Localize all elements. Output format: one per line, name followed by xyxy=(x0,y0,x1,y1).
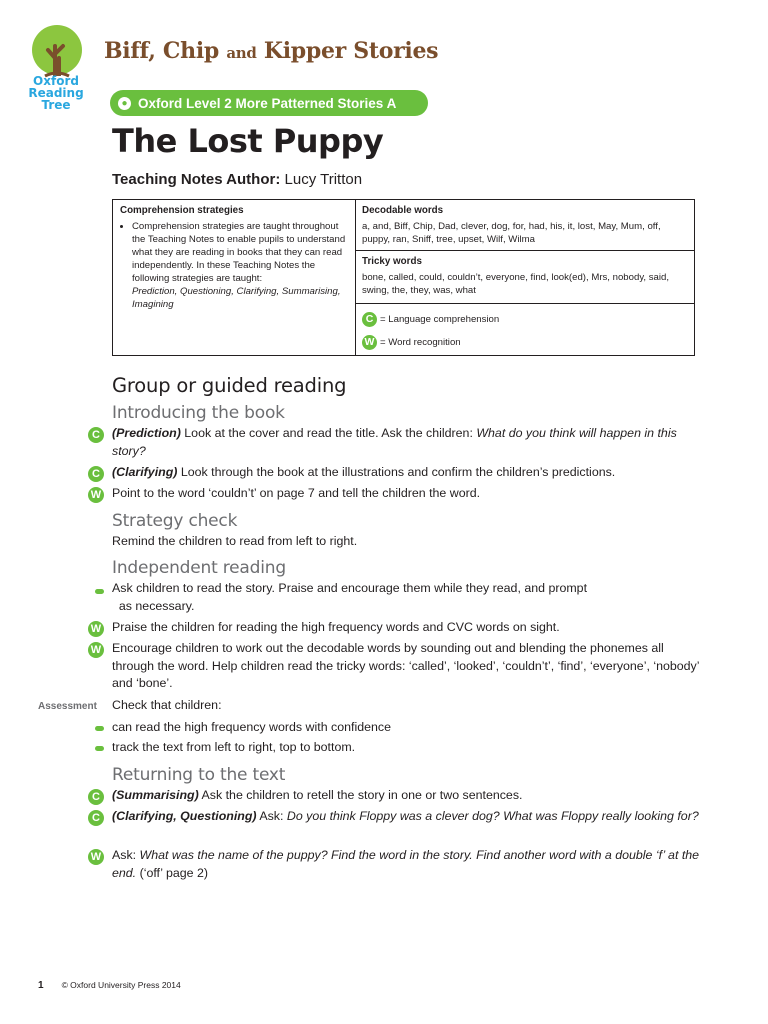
comprehension-c-icon: C xyxy=(88,810,104,826)
intro-paragraph-3: Point to the word ‘couldn’t’ on page 7 and tell the children the word. xyxy=(112,486,481,500)
independent-p1-line1: Ask children to read the story. Praise and encourage them while they read, and prompt xyxy=(112,581,588,595)
decodable-heading: Decodable words xyxy=(362,205,444,216)
comprehension-item xyxy=(132,220,348,311)
comprehension-c-icon: C xyxy=(88,789,104,805)
logo-line-2: Reading xyxy=(28,86,84,100)
comprehension-list xyxy=(120,220,348,311)
subheading-returning: Returning to the text xyxy=(112,765,286,785)
returning-p2-question: Do you think Floppy was a clever dog? What was Floppy really looking for? xyxy=(286,809,699,823)
author-label: Teaching Notes Author: xyxy=(112,171,281,188)
comprehension-strategies: Prediction, Questioning, Clarifying, Summarising, Imagining xyxy=(132,286,341,310)
tricky-heading: Tricky words xyxy=(362,256,422,267)
comprehension-c-icon: C xyxy=(362,312,377,327)
word-recognition-w-icon: W xyxy=(88,642,104,658)
returning-p1-tag: (Summarising) xyxy=(112,788,199,802)
level-icon: ● xyxy=(118,97,131,110)
assessment-bullet-1: can read the high frequency words with confidence xyxy=(112,720,391,734)
independent-paragraph-3: Encourage children to work out the decodable words by sounding out and blending the phonemes all through the word. Help children read the tricky words: ‘called’, ‘looked’, ‘couldn’t’, ‘find’, ‘everyone’, ‘nobody’ and ‘bone’. xyxy=(112,641,700,690)
independent-paragraph-1 xyxy=(112,580,702,615)
series-title-and: and xyxy=(226,44,257,62)
intro-p2-text: Look through the book at the illustrations and confirm the children’s predictions. xyxy=(177,465,616,479)
subheading-independent: Independent reading xyxy=(112,558,286,578)
comprehension-text: Comprehension strategies are taught throughout the Teaching Notes to enable pupils to understand what they are reading in books that they can read independently. In these Teaching Notes the following strategies are taught: xyxy=(132,221,346,284)
assessment-bullet-2: track the text from left to right, top to bottom. xyxy=(112,740,356,754)
word-recognition-w-icon: W xyxy=(362,335,377,350)
key-c-label: = Language comprehension xyxy=(380,314,500,325)
footer xyxy=(38,980,181,991)
subheading-strategy-check: Strategy check xyxy=(112,511,238,531)
series-title-part-2: Kipper Stories xyxy=(256,38,439,64)
key-w-row xyxy=(362,331,688,354)
independent-p1-line2: as necessary. xyxy=(118,598,195,613)
returning-p1-text: Ask the children to retell the story in one or two sentences. xyxy=(198,788,523,802)
bullet-icon xyxy=(95,746,104,751)
comprehension-c-icon: C xyxy=(88,427,104,443)
intro-p1-question: What do you think will happen in this story? xyxy=(112,426,677,458)
returning-p3-text: Ask: xyxy=(112,848,140,862)
page-number: 1 xyxy=(38,980,44,991)
returning-paragraph-1 xyxy=(112,787,702,805)
word-recognition-w-icon: W xyxy=(88,487,104,503)
returning-paragraph-3 xyxy=(112,847,702,882)
decodable-words: a, and, Biff, Chip, Dad, clever, dog, for, had, his, it, lost, May, Mum, off, puppy, ran, Sniff, tree, upset, Wilf, Wilma xyxy=(362,221,661,245)
comprehension-heading: Comprehension strategies xyxy=(120,205,244,216)
independent-paragraph-2: Praise the children for reading the high frequency words and CVC words on sight. xyxy=(112,620,560,634)
word-recognition-w-icon: W xyxy=(88,849,104,865)
assessment-check-text: Check that children: xyxy=(112,698,222,712)
intro-paragraph-1 xyxy=(112,425,702,460)
returning-p3-tail: (‘off’ page 2) xyxy=(136,865,208,880)
author-line xyxy=(112,171,362,188)
series-title-part-1: Biff, Chip xyxy=(104,38,227,64)
subheading-introducing: Introducing the book xyxy=(112,403,285,423)
author-name: Lucy Tritton xyxy=(280,171,363,188)
returning-p2-text: Ask: xyxy=(256,809,287,823)
series-title xyxy=(104,38,438,64)
book-title: The Lost Puppy xyxy=(112,122,384,160)
key-cell xyxy=(356,304,694,355)
key-w-label: = Word recognition xyxy=(380,337,461,348)
tricky-cell xyxy=(356,251,694,304)
word-recognition-w-icon: W xyxy=(88,621,104,637)
logo-line-3: Tree xyxy=(41,98,71,112)
returning-paragraph-2 xyxy=(112,808,702,826)
strategy-check-text: Remind the children to read from left to right. xyxy=(112,534,358,548)
copyright: © Oxford University Press 2014 xyxy=(61,980,181,990)
strategy-table xyxy=(112,199,695,356)
bullet-icon xyxy=(95,589,104,594)
intro-p1-tag: (Prediction) xyxy=(112,426,181,440)
bullet-icon xyxy=(95,726,104,731)
returning-p3-question: What was the name of the puppy? Find the word in the story. Find another word with a double ‘f’ at the end. xyxy=(112,848,700,880)
comprehension-c-icon: C xyxy=(88,466,104,482)
section-heading-group-reading: Group or guided reading xyxy=(112,374,347,397)
level-label: Oxford Level 2 More Patterned Stories A xyxy=(138,95,397,111)
key-c-row xyxy=(362,308,688,331)
intro-paragraph-2 xyxy=(112,464,702,482)
assessment-label: Assessment xyxy=(38,701,97,712)
logo-line-1: Oxford xyxy=(33,74,79,88)
level-banner xyxy=(110,90,428,116)
decodable-cell xyxy=(356,200,694,251)
intro-p2-tag: (Clarifying) xyxy=(112,465,178,479)
tricky-words: bone, called, could, couldn’t, everyone, find, look(ed), Mrs, nobody, said, swing, the, they, was, what xyxy=(362,272,669,296)
comprehension-cell xyxy=(113,200,356,355)
returning-p2-tag: (Clarifying, Questioning) xyxy=(112,809,257,823)
intro-p1-text: Look at the cover and read the title. Ask the children: xyxy=(180,426,477,440)
